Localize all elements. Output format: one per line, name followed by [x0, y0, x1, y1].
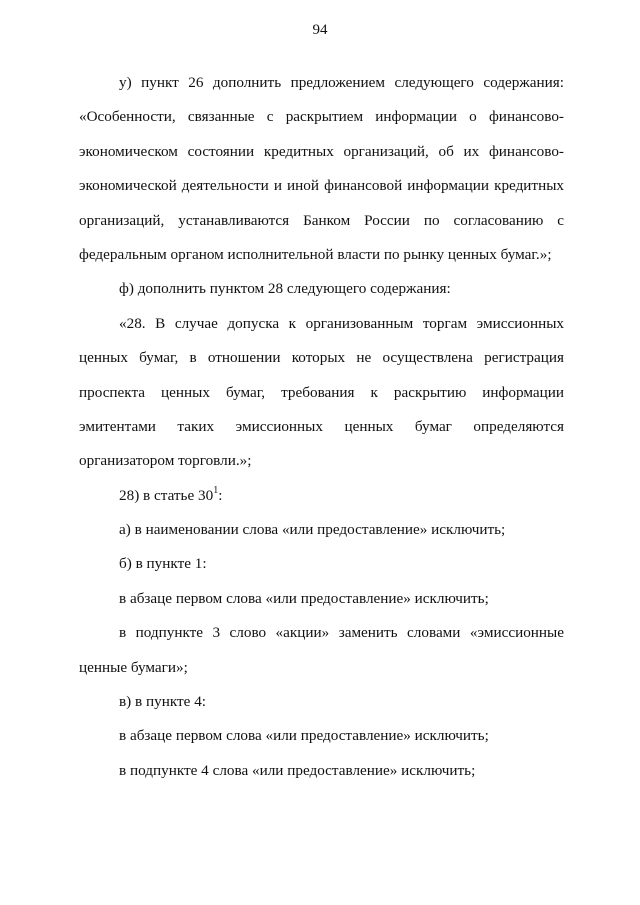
paragraph-item-a — [79, 513, 564, 547]
paragraph-subpoint-4 — [79, 754, 564, 788]
text-line: организатором торговли.»; — [79, 452, 252, 470]
text-line: эмитентами таких эмиссионных ценных бумаг определяются — [79, 417, 564, 435]
text-line: а) в наименовании слова «или предоставление» исключить; — [119, 521, 506, 539]
article-text: 28) в статье 30 — [119, 486, 214, 504]
paragraph-first-abzac-2 — [79, 719, 564, 753]
text-line: б) в пункте 1: — [119, 555, 207, 573]
paragraph-item-b — [79, 547, 564, 581]
paragraph-item-f — [79, 272, 564, 306]
paragraph-article-30-1 — [79, 479, 564, 513]
article-superscript: 1 — [213, 484, 219, 496]
text-line: ф) дополнить пунктом 28 следующего содержания: — [119, 280, 451, 298]
text-line: в подпункте 3 слово «акции» заменить словами «эмиссионные — [119, 624, 564, 642]
text-line: экономической деятельности и иной финансовой информации кредитных — [79, 177, 564, 195]
text-line: в абзаце первом слова «или предоставление» исключить; — [119, 589, 489, 607]
page-number: 94 — [312, 22, 328, 38]
text-line: экономическом состоянии кредитных организаций, об их финансово- — [79, 142, 564, 160]
text-line: у) пункт 26 дополнить предложением следующего содержания: — [119, 74, 564, 91]
text-line: в абзаце первом слова «или предоставление» исключить; — [119, 727, 489, 745]
paragraph-point-28 — [79, 307, 564, 479]
text-line: организаций, устанавливаются Банком России по согласованию с — [79, 211, 564, 229]
article-colon: : — [218, 486, 223, 504]
paragraph-first-abzac-1 — [79, 582, 564, 616]
text-line — [79, 479, 564, 513]
text-line: в) в пункте 4: — [119, 693, 207, 711]
text-line: «28. В случае допуска к организованным торгам эмиссионных — [119, 314, 564, 332]
paragraph-item-v — [79, 685, 564, 719]
text-line: проспекта ценных бумаг, требования к раскрытию информации — [79, 383, 564, 401]
text-line: ценные бумаги»; — [79, 658, 188, 676]
text-line: в подпункте 4 слова «или предоставление» исключить; — [119, 761, 476, 779]
text-line: «Особенности, связанные с раскрытием информации о финансово- — [79, 108, 564, 126]
document-body — [79, 66, 564, 788]
text-line: федеральным органом исполнительной власти по рынку ценных бумаг.»; — [79, 245, 552, 263]
text-line: ценных бумаг, в отношении которых не осуществлена регистрация — [79, 349, 564, 367]
paragraph-subpoint-3 — [79, 616, 564, 685]
paragraph-item-u — [79, 66, 564, 272]
